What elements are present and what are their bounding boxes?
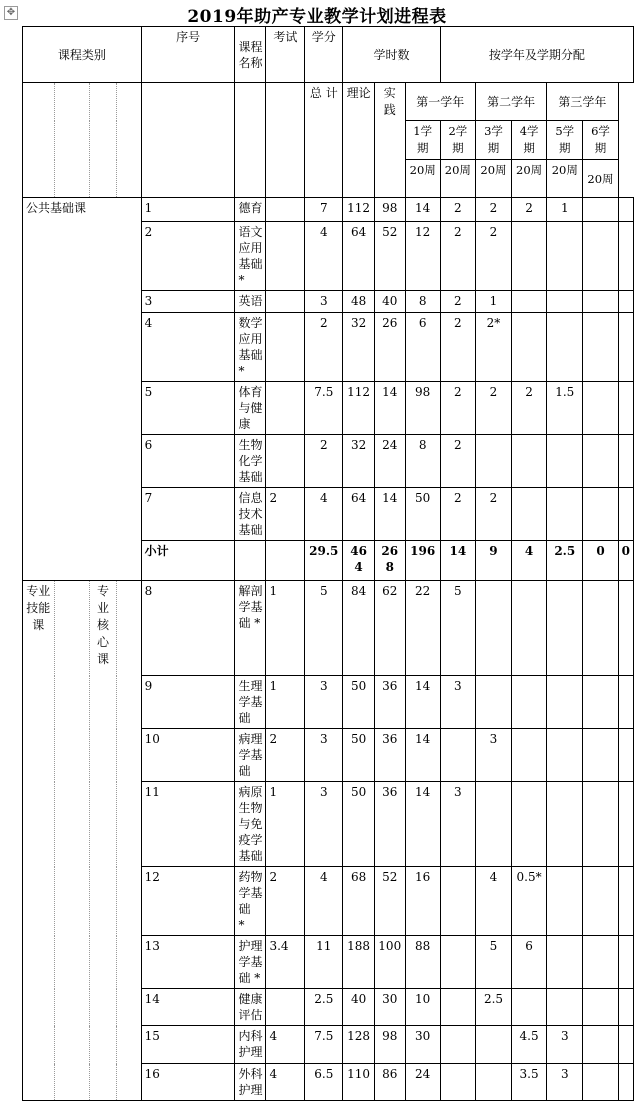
cell-s6 — [618, 782, 633, 867]
cell-s5 — [583, 989, 618, 1026]
cell-total: 110 — [343, 1064, 375, 1101]
cell-exam: 2 — [266, 729, 305, 782]
cell-s2 — [475, 1064, 511, 1101]
cell-name: 德育 — [235, 198, 266, 222]
cell-exam — [266, 989, 305, 1026]
cell-name: 外科护理 — [235, 1064, 266, 1101]
cell-credit: 2.5 — [305, 989, 343, 1026]
cell-theory: 100 — [374, 936, 405, 989]
cell-s6 — [618, 488, 633, 541]
cell-s5 — [583, 782, 618, 867]
cell-s6 — [618, 382, 633, 435]
header-semester-5: 5学期 — [547, 121, 583, 160]
cell-credit: 3 — [305, 676, 343, 729]
cell-no: 15 — [141, 1026, 235, 1064]
cell-s2: 4 — [475, 867, 511, 936]
cell-total: 32 — [343, 313, 375, 382]
header-category: 课程类别 — [23, 27, 142, 83]
cell-s2: 2 — [475, 222, 511, 291]
cell-practice: 98 — [405, 382, 440, 435]
cell-total: 128 — [343, 1026, 375, 1064]
cell-name: 数学应用基础 * — [235, 313, 266, 382]
cell-s5 — [583, 198, 618, 222]
subtotal-credit: 29.5 — [305, 541, 343, 581]
cell-total: 68 — [343, 867, 375, 936]
cell-exam: 1 — [266, 782, 305, 867]
cell-s1: 2 — [440, 291, 475, 313]
cell-s5 — [583, 729, 618, 782]
cell-exam: 2 — [266, 488, 305, 541]
header-blank-g — [266, 83, 305, 198]
cell-credit: 3 — [305, 291, 343, 313]
cell-credit: 3 — [305, 782, 343, 867]
cell-name: 生理学基础 — [235, 676, 266, 729]
cell-s6 — [618, 435, 633, 488]
table-row — [23, 581, 634, 676]
cell-credit: 2 — [305, 435, 343, 488]
header-blank-e — [141, 83, 235, 198]
cell-theory: 36 — [374, 729, 405, 782]
cell-no: 9 — [141, 676, 235, 729]
cell-s1: 2 — [440, 222, 475, 291]
cell-s3 — [512, 313, 547, 382]
cell-name: 病理学基础 — [235, 729, 266, 782]
cell-s4 — [547, 581, 583, 676]
cell-s5 — [583, 488, 618, 541]
cell-s3: 3.5 — [512, 1064, 547, 1101]
header-weeks-2: 20周 — [440, 160, 475, 198]
cell-s4 — [547, 867, 583, 936]
cell-name: 内科护理 — [235, 1026, 266, 1064]
cell-practice: 14 — [405, 198, 440, 222]
cell-s2: 2 — [475, 382, 511, 435]
cell-s4 — [547, 989, 583, 1026]
cell-s2 — [475, 676, 511, 729]
subtotal-label: 小计 — [141, 541, 235, 581]
cell-s2 — [475, 1026, 511, 1064]
cell-credit: 5 — [305, 581, 343, 676]
cell-no: 2 — [141, 222, 235, 291]
cell-s3: 4.5 — [512, 1026, 547, 1064]
cell-total: 32 — [343, 435, 375, 488]
cell-practice: 88 — [405, 936, 440, 989]
cell-s4: 3 — [547, 1026, 583, 1064]
cell-practice: 8 — [405, 291, 440, 313]
header-blank-d — [116, 83, 141, 198]
subtotal-s1: 14 — [440, 541, 475, 581]
cell-name: 护理学基础 * — [235, 936, 266, 989]
group-gap — [54, 581, 90, 1101]
cell-s5 — [583, 313, 618, 382]
cell-practice: 16 — [405, 867, 440, 936]
cell-theory: 14 — [374, 488, 405, 541]
cell-credit: 4 — [305, 488, 343, 541]
subtotal-s6: 0 — [618, 541, 633, 581]
cell-exam — [266, 291, 305, 313]
cell-s5 — [583, 867, 618, 936]
cell-s6 — [618, 581, 633, 676]
cell-total: 48 — [343, 291, 375, 313]
cell-s3 — [512, 581, 547, 676]
cell-no: 6 — [141, 435, 235, 488]
cell-s1: 3 — [440, 782, 475, 867]
cell-total: 50 — [343, 676, 375, 729]
cell-credit: 7 — [305, 198, 343, 222]
cell-exam — [266, 313, 305, 382]
cell-name: 语文应用基础 * — [235, 222, 266, 291]
cell-no: 10 — [141, 729, 235, 782]
cell-s1: 2 — [440, 382, 475, 435]
cell-credit: 7.5 — [305, 382, 343, 435]
cell-s5 — [583, 1026, 618, 1064]
cell-practice: 12 — [405, 222, 440, 291]
cell-s4: 1.5 — [547, 382, 583, 435]
cell-practice: 10 — [405, 989, 440, 1026]
cell-s3 — [512, 222, 547, 291]
cell-credit: 6.5 — [305, 1064, 343, 1101]
cell-name: 信息技术基础 — [235, 488, 266, 541]
cell-name: 生物化学基础 — [235, 435, 266, 488]
header-theory: 理论 — [343, 83, 375, 198]
cell-s3 — [512, 782, 547, 867]
header-weeks-6: 20周 — [583, 160, 618, 198]
table-row — [23, 198, 634, 222]
cell-theory: 86 — [374, 1064, 405, 1101]
cell-s3 — [512, 729, 547, 782]
cell-practice: 14 — [405, 782, 440, 867]
cell-s6 — [618, 1064, 633, 1101]
cell-theory: 40 — [374, 291, 405, 313]
cell-total: 112 — [343, 382, 375, 435]
cell-practice: 8 — [405, 435, 440, 488]
subtotal-s5: 0 — [583, 541, 618, 581]
cell-theory: 24 — [374, 435, 405, 488]
cell-s4 — [547, 291, 583, 313]
cell-no: 12 — [141, 867, 235, 936]
subtotal-theory: 268 — [374, 541, 405, 581]
cell-s1: 2 — [440, 488, 475, 541]
cell-s1 — [440, 1064, 475, 1101]
cell-s2: 3 — [475, 729, 511, 782]
header-credit: 学分 — [305, 27, 343, 83]
cell-s4 — [547, 313, 583, 382]
cell-practice: 14 — [405, 729, 440, 782]
cell-s5 — [583, 435, 618, 488]
cell-s5 — [583, 222, 618, 291]
header-weeks-5: 20周 — [547, 160, 583, 198]
header-blank-c — [90, 83, 116, 198]
cell-s2: 2 — [475, 488, 511, 541]
cell-s6 — [618, 936, 633, 989]
cell-s2 — [475, 581, 511, 676]
header-seq: 序号 — [141, 27, 235, 83]
cell-exam: 4 — [266, 1064, 305, 1101]
cell-total: 188 — [343, 936, 375, 989]
cell-name: 解剖学基础 * — [235, 581, 266, 676]
cell-practice: 50 — [405, 488, 440, 541]
cell-s4 — [547, 782, 583, 867]
cell-s2 — [475, 782, 511, 867]
cell-no: 5 — [141, 382, 235, 435]
cell-theory: 36 — [374, 782, 405, 867]
cell-practice: 24 — [405, 1064, 440, 1101]
cell-s6 — [618, 291, 633, 313]
subtotal-blank-name — [235, 541, 266, 581]
cell-s4 — [547, 435, 583, 488]
cell-theory: 26 — [374, 313, 405, 382]
cell-s1 — [440, 936, 475, 989]
cell-theory: 30 — [374, 989, 405, 1026]
cell-s4: 3 — [547, 1064, 583, 1101]
cell-s1: 2 — [440, 435, 475, 488]
cell-s1 — [440, 867, 475, 936]
cell-exam: 1 — [266, 676, 305, 729]
cell-no: 14 — [141, 989, 235, 1026]
cell-theory: 98 — [374, 198, 405, 222]
cell-s3 — [512, 435, 547, 488]
subtotal-s4: 2.5 — [547, 541, 583, 581]
cell-exam — [266, 198, 305, 222]
header-weeks-4: 20周 — [512, 160, 547, 198]
cell-s2: 2.5 — [475, 989, 511, 1026]
cell-no: 4 — [141, 313, 235, 382]
cell-s1 — [440, 729, 475, 782]
group-gap-2 — [116, 581, 141, 1101]
cell-no: 3 — [141, 291, 235, 313]
cell-s3: 0.5* — [512, 867, 547, 936]
cell-s4 — [547, 488, 583, 541]
cell-s1 — [440, 1026, 475, 1064]
cell-s2: 2 — [475, 198, 511, 222]
header-semester-3: 3学期 — [475, 121, 511, 160]
subtotal-practice: 196 — [405, 541, 440, 581]
cell-s6 — [618, 729, 633, 782]
group-professional: 专业技能课 — [23, 581, 55, 1101]
header-blank-b — [54, 83, 90, 198]
cell-exam — [266, 222, 305, 291]
subtotal-s3: 4 — [512, 541, 547, 581]
cell-name: 体育与健康 — [235, 382, 266, 435]
cell-s2: 5 — [475, 936, 511, 989]
header-year3: 第三学年 — [547, 83, 618, 121]
page-title: 2019年助产专业教学计划进程表 — [187, 7, 447, 27]
cell-theory: 62 — [374, 581, 405, 676]
header-year2: 第二学年 — [475, 83, 546, 121]
cell-s2: 1 — [475, 291, 511, 313]
cell-no: 8 — [141, 581, 235, 676]
header-hours: 学时数 — [343, 27, 441, 83]
header-blank-f — [235, 83, 266, 198]
cell-total: 50 — [343, 782, 375, 867]
cell-credit: 7.5 — [305, 1026, 343, 1064]
move-icon[interactable]: ✥ — [4, 6, 18, 20]
cell-name: 病原生物与免疫学基础 — [235, 782, 266, 867]
cell-name: 健康评估 — [235, 989, 266, 1026]
cell-theory: 52 — [374, 867, 405, 936]
cell-total: 112 — [343, 198, 375, 222]
cell-s3 — [512, 291, 547, 313]
cell-s4 — [547, 676, 583, 729]
header-semester-2: 2学期 — [440, 121, 475, 160]
cell-s5 — [583, 382, 618, 435]
group-public: 公共基础课 — [23, 198, 142, 581]
header-distribution: 按学年及学期分配 — [440, 27, 633, 83]
cell-s4 — [547, 222, 583, 291]
cell-practice: 6 — [405, 313, 440, 382]
cell-s6 — [618, 198, 633, 222]
header-course-name: 课程名称 — [235, 27, 266, 83]
cell-s5 — [583, 936, 618, 989]
cell-s1: 2 — [440, 198, 475, 222]
cell-s1 — [440, 989, 475, 1026]
cell-exam: 3.4 — [266, 936, 305, 989]
header-weeks-3: 20周 — [475, 160, 511, 198]
cell-total: 64 — [343, 488, 375, 541]
cell-s5 — [583, 581, 618, 676]
cell-s4 — [547, 729, 583, 782]
cell-exam — [266, 382, 305, 435]
cell-s3 — [512, 676, 547, 729]
cell-s6 — [618, 989, 633, 1026]
header-total: 总 计 — [305, 83, 343, 198]
cell-total: 64 — [343, 222, 375, 291]
header-semester-1: 1学期 — [405, 121, 440, 160]
header-weeks-1: 20周 — [405, 160, 440, 198]
cell-theory: 98 — [374, 1026, 405, 1064]
cell-s3 — [512, 488, 547, 541]
header-blank-a — [23, 83, 55, 198]
cell-no: 1 — [141, 198, 235, 222]
cell-exam: 4 — [266, 1026, 305, 1064]
cell-s3: 2 — [512, 382, 547, 435]
cell-practice: 14 — [405, 676, 440, 729]
cell-s1: 3 — [440, 676, 475, 729]
cell-name: 药物学基础 * — [235, 867, 266, 936]
header-year1: 第一学年 — [405, 83, 475, 121]
cell-credit: 3 — [305, 729, 343, 782]
cell-theory: 52 — [374, 222, 405, 291]
cell-s6 — [618, 676, 633, 729]
cell-credit: 4 — [305, 222, 343, 291]
cell-s3 — [512, 989, 547, 1026]
cell-s6 — [618, 1026, 633, 1064]
cell-s4 — [547, 936, 583, 989]
header-semester-4: 4学期 — [512, 121, 547, 160]
cell-credit: 11 — [305, 936, 343, 989]
cell-no: 7 — [141, 488, 235, 541]
cell-total: 40 — [343, 989, 375, 1026]
group-core: 专业核心课 — [90, 581, 116, 1101]
cell-s5 — [583, 291, 618, 313]
cell-exam: 1 — [266, 581, 305, 676]
cell-name: 英语 — [235, 291, 266, 313]
cell-no: 13 — [141, 936, 235, 989]
cell-s2: 2* — [475, 313, 511, 382]
header-exam: 考试 — [266, 27, 305, 83]
cell-s1: 5 — [440, 581, 475, 676]
cell-credit: 4 — [305, 867, 343, 936]
subtotal-blank-exam — [266, 541, 305, 581]
cell-theory: 36 — [374, 676, 405, 729]
cell-s2 — [475, 435, 511, 488]
cell-theory: 14 — [374, 382, 405, 435]
cell-s6 — [618, 867, 633, 936]
cell-s5 — [583, 676, 618, 729]
cell-no: 16 — [141, 1064, 235, 1101]
cell-s6 — [618, 313, 633, 382]
cell-credit: 2 — [305, 313, 343, 382]
cell-no: 11 — [141, 782, 235, 867]
cell-practice: 22 — [405, 581, 440, 676]
cell-practice: 30 — [405, 1026, 440, 1064]
cell-s5 — [583, 1064, 618, 1101]
cell-total: 84 — [343, 581, 375, 676]
cell-s1: 2 — [440, 313, 475, 382]
header-semester-6: 6学期 — [583, 121, 618, 160]
cell-s4: 1 — [547, 198, 583, 222]
cell-exam: 2 — [266, 867, 305, 936]
header-practice: 实践 — [374, 83, 405, 198]
cell-s6 — [618, 222, 633, 291]
subtotal-total: 464 — [343, 541, 375, 581]
subtotal-s2: 9 — [475, 541, 511, 581]
cell-exam — [266, 435, 305, 488]
plan-table — [22, 26, 634, 1101]
cell-s3: 6 — [512, 936, 547, 989]
cell-total: 50 — [343, 729, 375, 782]
cell-s3: 2 — [512, 198, 547, 222]
